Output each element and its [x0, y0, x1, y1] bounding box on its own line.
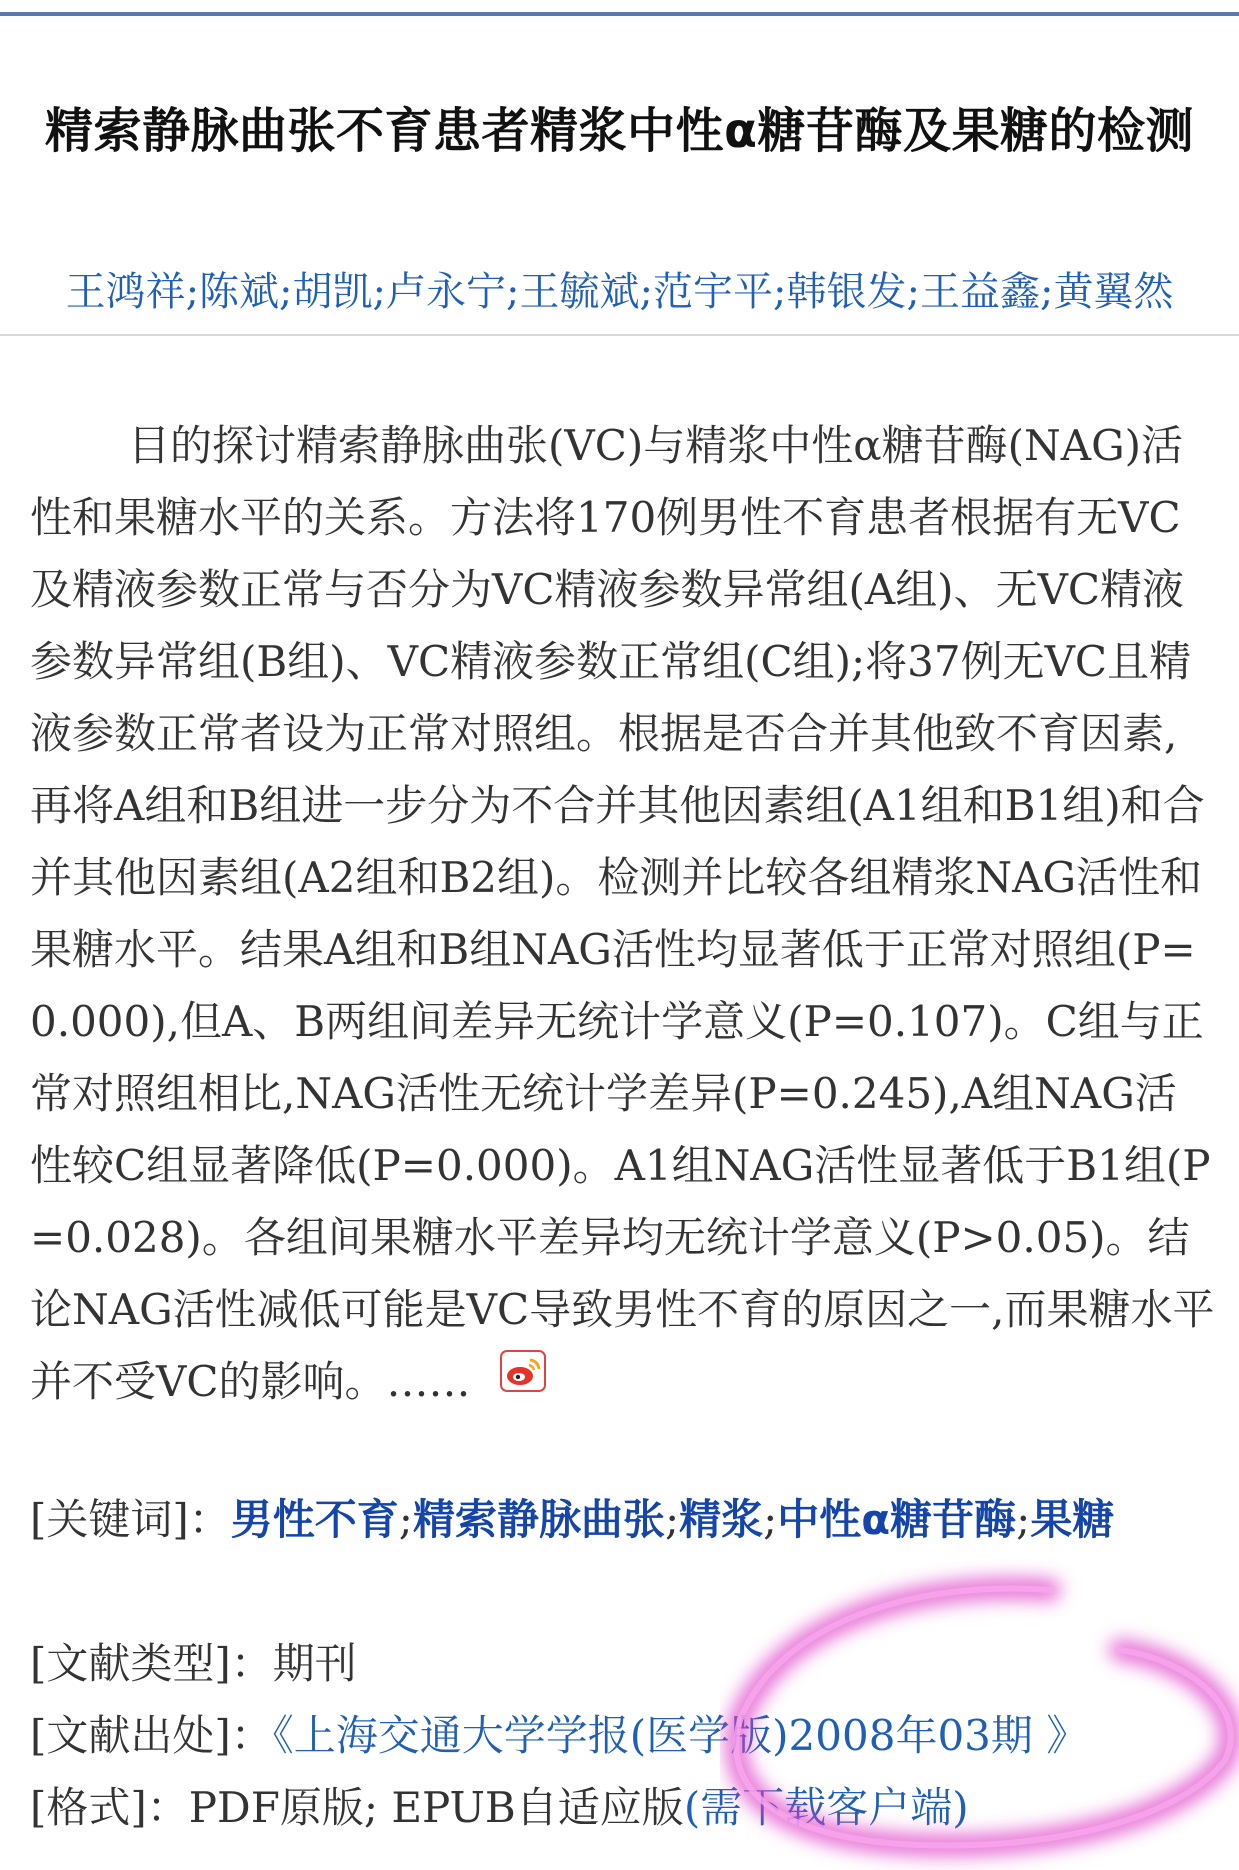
format-text: PDF原版; EPUB自适应版	[188, 1783, 684, 1832]
format-label: [格式]：	[30, 1783, 189, 1832]
author-separator: ;	[372, 269, 387, 315]
keyword-separator: ;	[1016, 1495, 1031, 1544]
keyword-separator: ;	[664, 1495, 680, 1544]
keyword-link[interactable]: 中性α糖苷酶	[777, 1495, 1017, 1544]
keywords-row	[30, 1484, 1215, 1556]
source-row	[30, 1700, 1215, 1772]
source-link[interactable]: 《上海交通大学学报(医学版)2008年03期 》	[272, 1711, 1089, 1760]
download-client-link[interactable]: (需下载客户端)	[683, 1783, 969, 1832]
keyword-link[interactable]: 果糖	[1030, 1495, 1115, 1544]
author-separator: ;	[772, 269, 787, 315]
weibo-icon[interactable]	[500, 1350, 546, 1392]
abstract-text: 目的探讨精索静脉曲张(VC)与精浆中性α糖苷酶(NAG)活性和果糖水平的关系。方法将170例男性不育患者根据有无VC及精液参数正常与否分为VC精液参数异常组(A组)、无VC精液参数异常组(B组)、VC精液参数正常组(C组);将37例无VC且精液参数正常者设为正常对照组。根据是否合并其他致不育因素,再将A组和B组进一步分为不合并其他因素组(A1组和B1组)和合并其他因素组(A2组和B2组)。检测并比较各组精浆NAG活性和果糖水平。结果A组和B组NAG活性均显著低于正常对照组(P=0.000),但A、B两组间差异无统计学意义(P=0.107)。C组与正常对照组相比,NAG活性无统计学差异(P=0.245),A组NAG活性较C组显著降低(P=0.000)。A1组NAG活性显著低于B1组(P=0.028)。各组间果糖水平差异均无统计学意义(P>0.05)。结论NAG活性减低可能是VC导致男性不育的原因之一,而果糖水平并不受VC的影响。……	[30, 421, 1215, 1406]
abstract	[30, 410, 1215, 1418]
author-link[interactable]: 王毓斌	[519, 269, 640, 315]
author-separator: ;	[506, 269, 520, 315]
author-link[interactable]: 韩银发	[786, 269, 907, 315]
author-link[interactable]: 卢永宁	[386, 269, 507, 315]
author-link[interactable]: 范宇平	[652, 269, 773, 315]
keyword-separator: ;	[763, 1495, 778, 1544]
keywords-label: [关键词]：	[30, 1495, 231, 1544]
top-accent-bar	[0, 12, 1239, 16]
author-separator: ;	[906, 269, 920, 315]
keyword-link[interactable]: 精浆	[679, 1495, 764, 1544]
author-separator: ;	[639, 269, 653, 315]
source-label: [文献出处]：	[30, 1711, 273, 1760]
author-link[interactable]: 胡凯	[292, 269, 373, 315]
author-separator: ;	[185, 269, 200, 315]
keyword-link[interactable]: 精索静脉曲张	[412, 1495, 665, 1544]
author-link[interactable]: 陈斌	[199, 269, 280, 315]
doc-type-row	[30, 1628, 1215, 1700]
article-title: 精索静脉曲张不育患者精浆中性α糖苷酶及果糖的检测	[45, 103, 1194, 160]
author-link[interactable]: 黄翼然	[1053, 269, 1174, 315]
author-link[interactable]: 王鸿祥	[65, 269, 186, 315]
author-list	[0, 262, 1239, 322]
keyword-link[interactable]: 男性不育	[230, 1495, 399, 1544]
author-separator: ;	[279, 269, 293, 315]
doc-type-label: [文献类型]：	[30, 1639, 273, 1688]
author-link[interactable]: 王益鑫	[919, 269, 1040, 315]
keyword-separator: ;	[398, 1495, 413, 1544]
doc-type-value: 期刊	[272, 1639, 357, 1688]
header-divider	[0, 334, 1239, 336]
format-row	[30, 1772, 1215, 1844]
author-separator: ;	[1039, 269, 1054, 315]
